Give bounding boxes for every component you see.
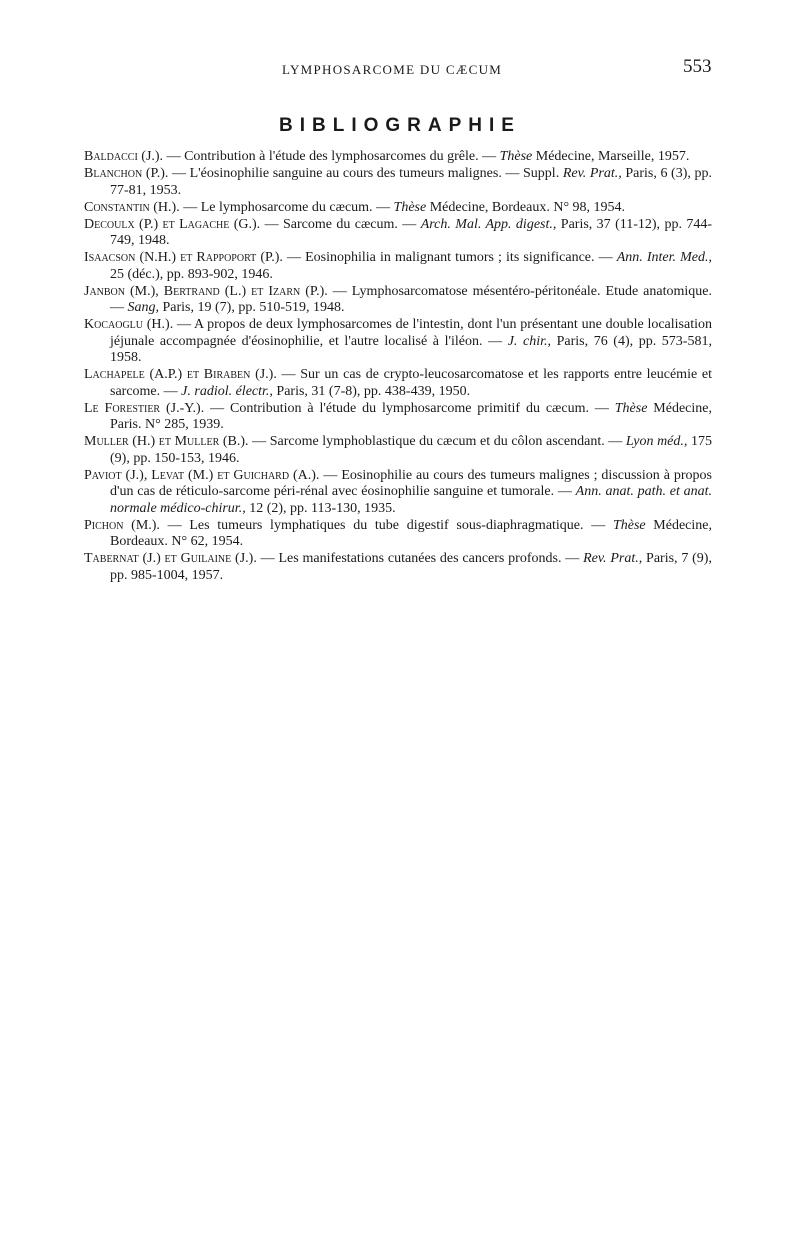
- entry-source: J. radiol. électr.,: [181, 383, 273, 399]
- entry-authors: Janbon (M.), Bertrand (L.) et Izarn (P.).: [84, 283, 328, 299]
- entry-text: — Le lymphosarcome du cæcum. —: [179, 199, 394, 215]
- entry-source: Lyon méd.,: [625, 434, 688, 449]
- entry-text: — Contribution à l'étude des lymphosarcomes du grêle. —: [163, 149, 500, 164]
- entry-text: Paris, 19 (7), pp. 510-519, 1948.: [159, 300, 345, 315]
- bibliography-entry: [84, 434, 712, 467]
- entry-source: Rev. Prat.,: [583, 551, 643, 566]
- bibliography-entry: [84, 401, 712, 434]
- bibliography-entry: [84, 317, 712, 367]
- entry-source: Sang,: [127, 300, 159, 315]
- entry-text: 12 (2), pp. 113-130, 1935.: [245, 500, 396, 516]
- entry-source: Ann. Inter. Med.,: [616, 250, 712, 265]
- entry-authors: Isaacson (N.H.) et Rappoport (P.).: [84, 250, 283, 265]
- entry-authors: Muller (H.) et Muller (B.).: [84, 434, 249, 449]
- entry-text: Médecine, Paris. N° 285, 1939.: [110, 400, 712, 432]
- entry-authors: Pichon (M.).: [84, 517, 160, 533]
- entry-text: 25 (déc.), pp. 893-902, 1946.: [110, 266, 273, 282]
- entry-text: Paris, 7 (9), pp. 985-1004, 1957.: [110, 551, 712, 583]
- section-title: BIBLIOGRAPHIE: [279, 115, 521, 136]
- entry-text: 175 (9), pp. 150-153, 1946.: [110, 434, 712, 466]
- entry-authors: Tabernat (J.) et Guilaine (J.).: [84, 551, 257, 566]
- entry-source: Thèse: [499, 149, 533, 164]
- bibliography-entry: [84, 468, 712, 518]
- entry-text: Paris, 6 (3), pp. 77-81, 1953.: [110, 166, 712, 198]
- bibliography-entry: [84, 367, 712, 400]
- entry-text: — A propos de deux lymphosarcomes de l'intestin, dont l'un présentant une double localisation jéjunale accompagnée d'éosinophilie, et l'autre localisé à l'iléon. —: [110, 317, 712, 349]
- bibliography-entry: [84, 250, 712, 283]
- bibliography-entry: [84, 149, 712, 166]
- entry-authors: Blanchon (P.).: [84, 166, 169, 181]
- bibliography-entry: [84, 284, 712, 317]
- page-number: 553: [683, 56, 712, 77]
- entry-source: J. chir.,: [507, 333, 551, 349]
- entry-text: Paris, 31 (7-8), pp. 438-439, 1950.: [272, 383, 471, 399]
- entry-source: Thèse: [393, 199, 427, 215]
- entry-text: Paris, 37 (11-12), pp. 744-749, 1948.: [110, 216, 712, 248]
- entry-text: — Contribution à l'étude du lymphosarcome primitif du cæcum. —: [204, 400, 615, 416]
- bibliography-entry: [84, 166, 712, 199]
- entry-text: — Eosinophilie au cours des tumeurs malignes ; discussion à propos d'un cas de réticulo-sarcome péri-rénal avec éosinophilie sanguine et tumorale. —: [110, 467, 712, 499]
- bibliography-list: [84, 149, 712, 585]
- entry-text: Paris, 76 (4), pp. 573-581, 1958.: [110, 333, 712, 365]
- entry-source: Thèse: [612, 517, 646, 533]
- entry-text: — Sarcome du cæcum. —: [260, 216, 421, 232]
- entry-text: — Les manifestations cutanées des cancers profonds. —: [256, 551, 584, 566]
- bibliography-entry: [84, 551, 712, 584]
- entry-authors: Baldacci (J.).: [84, 149, 164, 164]
- bibliography-entry: [84, 518, 712, 551]
- entry-text: — L'éosinophilie sanguine au cours des tumeurs malignes. — Suppl.: [168, 166, 563, 181]
- entry-text: Médecine, Bordeaux. N° 62, 1954.: [110, 517, 713, 549]
- entry-text: — Sarcome lymphoblastique du cæcum et du côlon ascendant. —: [248, 434, 626, 449]
- entry-text: — Les tumeurs lymphatiques du tube digestif sous-diaphragmatique. —: [159, 517, 613, 533]
- bibliography-entry: [84, 200, 712, 217]
- entry-text: — Sur un cas de crypto-leucosarcomatose et les rapports entre leucémie et sarcome. —: [110, 367, 712, 399]
- entry-authors: Paviot (J.), Levat (M.) et Guichard (A.).: [84, 467, 320, 483]
- entry-authors: Lachapele (A.P.) et Biraben (J.).: [84, 367, 277, 382]
- running-head: LYMPHOSARCOME DU CÆCUM: [282, 62, 503, 77]
- entry-source: Ann. anat. path. et anat. normale médico-chirur.,: [110, 484, 712, 516]
- running-header: [0, 56, 800, 82]
- entry-text: Médecine, Bordeaux. N° 98, 1954.: [426, 199, 626, 215]
- entry-text: — Eosinophilia in malignant tumors ; its significance. —: [282, 250, 617, 265]
- bibliography-entry: [84, 217, 712, 250]
- entry-authors: Decoulx (P.) et Lagache (G.).: [84, 216, 261, 232]
- entry-text: — Lymphosarcomatose mésentéro-péritonéale. Etude anatomique. —: [110, 283, 712, 315]
- entry-authors: Constantin (H.).: [84, 199, 180, 215]
- entry-source: Thèse: [614, 400, 648, 416]
- entry-authors: Le Forestier (J.-Y.).: [84, 400, 205, 416]
- entry-source: Rev. Prat.,: [562, 166, 622, 181]
- entry-source: Arch. Mal. App. digest.,: [420, 216, 557, 232]
- entry-text: Médecine, Marseille, 1957.: [532, 149, 690, 164]
- entry-authors: Kocaoglu (H.).: [84, 317, 174, 332]
